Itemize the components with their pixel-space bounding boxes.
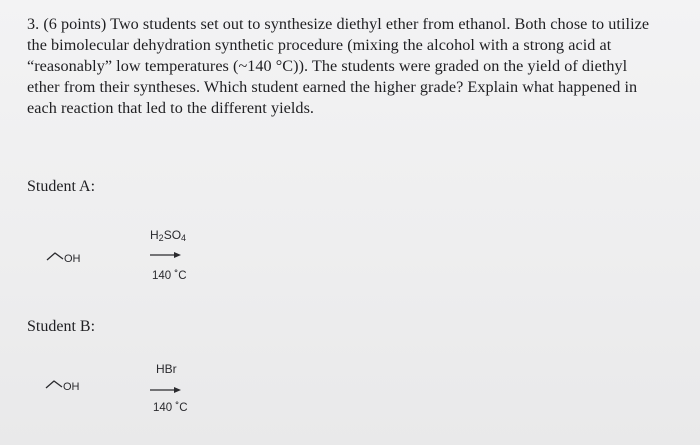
question-text	[27, 14, 692, 119]
reagent-label-b: HBr	[156, 362, 177, 376]
question-line: 3. (6 points) Two students set out to synthesize diethyl ether from ethanol. Both chose to utilize	[27, 15, 650, 33]
reagent-part: SO	[163, 228, 182, 242]
question-line: “reasonably” low temperatures (~140 °C)). The students were graded on the yield of diethyl	[27, 57, 628, 75]
question-line: each reaction that led to the different yields.	[27, 99, 315, 117]
hydroxyl-label-b: OH	[63, 381, 80, 393]
question-line: ether from their syntheses. Which student earned the higher grade? Explain what happened in	[27, 78, 638, 96]
reagent-part: H	[150, 228, 159, 242]
student-b-label: Student B:	[27, 318, 96, 335]
reagent-subscript: 2	[158, 233, 164, 243]
reagent-label-a	[150, 228, 186, 242]
hydroxyl-label-a: OH	[64, 253, 81, 265]
temperature-label-b: 140 ˚C	[153, 402, 188, 414]
reagent-subscript: 4	[181, 233, 187, 243]
temperature-label-a: 140 ˚C	[152, 270, 187, 282]
reaction-arrow-b	[150, 385, 182, 395]
reaction-arrow-a	[150, 250, 182, 260]
student-a-label: Student A:	[27, 178, 96, 195]
question-line: the bimolecular dehydration synthetic procedure (mixing the alcohol with a strong acid at	[27, 36, 612, 54]
